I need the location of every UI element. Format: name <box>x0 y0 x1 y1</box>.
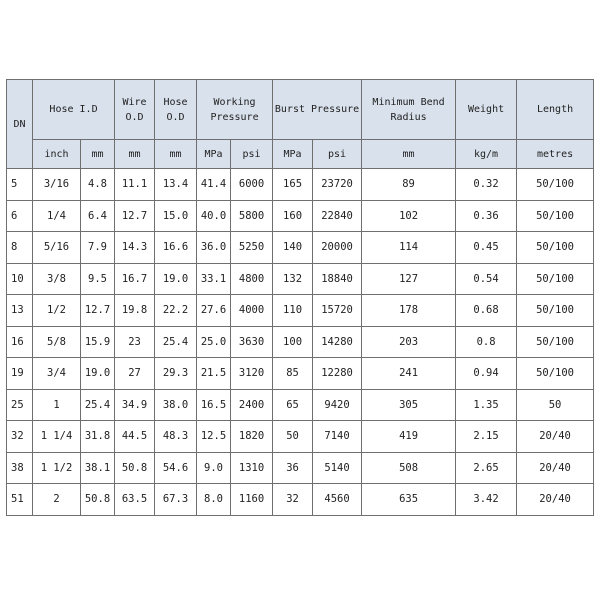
table-row <box>7 421 594 453</box>
cell-hose-id-inch: 1 <box>33 389 81 421</box>
cell-bp-psi: 15720 <box>313 295 362 327</box>
table-row <box>7 232 594 264</box>
cell-dn: 25 <box>7 389 33 421</box>
cell-weight: 0.54 <box>456 263 517 295</box>
cell-bp-psi: 22840 <box>313 200 362 232</box>
cell-bp-psi: 12280 <box>313 358 362 390</box>
cell-wp-mpa: 41.4 <box>197 169 231 201</box>
cell-bend-radius: 102 <box>362 200 456 232</box>
cell-dn: 5 <box>7 169 33 201</box>
cell-hose-id-mm: 19.0 <box>81 358 115 390</box>
table-row <box>7 263 594 295</box>
cell-wp-mpa: 40.0 <box>197 200 231 232</box>
table-row <box>7 358 594 390</box>
cell-wp-psi: 4800 <box>231 263 273 295</box>
unit-bp-mpa: MPa <box>273 140 313 169</box>
cell-bend-radius: 419 <box>362 421 456 453</box>
cell-wire-od: 19.8 <box>115 295 155 327</box>
cell-wp-mpa: 8.0 <box>197 484 231 516</box>
cell-hose-od: 29.3 <box>155 358 197 390</box>
cell-hose-id-mm: 12.7 <box>81 295 115 327</box>
cell-length: 50/100 <box>517 232 594 264</box>
cell-bp-mpa: 110 <box>273 295 313 327</box>
cell-dn: 8 <box>7 232 33 264</box>
table-body <box>7 169 594 516</box>
cell-hose-id-inch: 3/8 <box>33 263 81 295</box>
cell-dn: 19 <box>7 358 33 390</box>
cell-weight: 0.68 <box>456 295 517 327</box>
cell-bend-radius: 114 <box>362 232 456 264</box>
cell-length: 50/100 <box>517 326 594 358</box>
cell-bp-mpa: 100 <box>273 326 313 358</box>
cell-weight: 0.36 <box>456 200 517 232</box>
cell-bend-radius: 89 <box>362 169 456 201</box>
cell-hose-od: 22.2 <box>155 295 197 327</box>
header-hose-od: Hose O.D <box>155 80 197 140</box>
cell-weight: 3.42 <box>456 484 517 516</box>
cell-wire-od: 27 <box>115 358 155 390</box>
cell-hose-id-inch: 1/4 <box>33 200 81 232</box>
cell-hose-id-mm: 25.4 <box>81 389 115 421</box>
cell-bp-mpa: 132 <box>273 263 313 295</box>
header-burst-pressure: Burst Pressure <box>273 80 362 140</box>
table-row <box>7 295 594 327</box>
cell-bend-radius: 305 <box>362 389 456 421</box>
cell-hose-id-mm: 7.9 <box>81 232 115 264</box>
cell-weight: 0.8 <box>456 326 517 358</box>
cell-weight: 2.65 <box>456 452 517 484</box>
cell-wp-psi: 3630 <box>231 326 273 358</box>
cell-bp-psi: 18840 <box>313 263 362 295</box>
cell-wire-od: 14.3 <box>115 232 155 264</box>
cell-bp-psi: 23720 <box>313 169 362 201</box>
cell-wire-od: 34.9 <box>115 389 155 421</box>
cell-hose-od: 13.4 <box>155 169 197 201</box>
cell-wp-mpa: 9.0 <box>197 452 231 484</box>
unit-bp-psi: psi <box>313 140 362 169</box>
cell-weight: 2.15 <box>456 421 517 453</box>
cell-wire-od: 63.5 <box>115 484 155 516</box>
cell-wp-psi: 1820 <box>231 421 273 453</box>
cell-wp-psi: 1160 <box>231 484 273 516</box>
header-working-pressure: Working Pressure <box>197 80 273 140</box>
cell-length: 50/100 <box>517 358 594 390</box>
spec-table-container <box>6 79 593 516</box>
cell-bp-mpa: 85 <box>273 358 313 390</box>
cell-hose-od: 15.0 <box>155 200 197 232</box>
cell-wp-psi: 5800 <box>231 200 273 232</box>
cell-dn: 38 <box>7 452 33 484</box>
header-dn: DN <box>7 80 33 169</box>
cell-wp-psi: 4000 <box>231 295 273 327</box>
cell-hose-id-mm: 9.5 <box>81 263 115 295</box>
header-hose-id: Hose I.D <box>33 80 115 140</box>
cell-dn: 51 <box>7 484 33 516</box>
cell-hose-id-inch: 1 1/4 <box>33 421 81 453</box>
cell-wp-psi: 3120 <box>231 358 273 390</box>
cell-length: 50/100 <box>517 200 594 232</box>
cell-wire-od: 44.5 <box>115 421 155 453</box>
table-row <box>7 169 594 201</box>
cell-hose-id-inch: 3/4 <box>33 358 81 390</box>
cell-bp-mpa: 50 <box>273 421 313 453</box>
unit-weight: kg/m <box>456 140 517 169</box>
cell-wire-od: 50.8 <box>115 452 155 484</box>
cell-hose-od: 54.6 <box>155 452 197 484</box>
cell-wire-od: 16.7 <box>115 263 155 295</box>
cell-bp-mpa: 165 <box>273 169 313 201</box>
cell-bp-mpa: 65 <box>273 389 313 421</box>
cell-wp-mpa: 27.6 <box>197 295 231 327</box>
cell-length: 50 <box>517 389 594 421</box>
cell-wire-od: 23 <box>115 326 155 358</box>
cell-weight: 0.94 <box>456 358 517 390</box>
cell-weight: 0.32 <box>456 169 517 201</box>
unit-hose-id-mm: mm <box>81 140 115 169</box>
cell-length: 20/40 <box>517 452 594 484</box>
cell-hose-od: 67.3 <box>155 484 197 516</box>
cell-hose-od: 25.4 <box>155 326 197 358</box>
cell-length: 50/100 <box>517 263 594 295</box>
cell-bp-psi: 9420 <box>313 389 362 421</box>
hose-spec-table <box>6 79 594 516</box>
cell-wp-mpa: 36.0 <box>197 232 231 264</box>
header-length: Length <box>517 80 594 140</box>
table-row <box>7 452 594 484</box>
cell-wp-psi: 5250 <box>231 232 273 264</box>
unit-hose-id-inch: inch <box>33 140 81 169</box>
table-row <box>7 484 594 516</box>
cell-bp-mpa: 140 <box>273 232 313 264</box>
cell-hose-id-inch: 1/2 <box>33 295 81 327</box>
cell-hose-id-inch: 1 1/2 <box>33 452 81 484</box>
cell-hose-id-mm: 31.8 <box>81 421 115 453</box>
cell-bend-radius: 178 <box>362 295 456 327</box>
cell-bp-psi: 14280 <box>313 326 362 358</box>
cell-bp-mpa: 160 <box>273 200 313 232</box>
cell-hose-od: 48.3 <box>155 421 197 453</box>
header-wire-od: Wire O.D <box>115 80 155 140</box>
table-row <box>7 326 594 358</box>
unit-wp-mpa: MPa <box>197 140 231 169</box>
cell-hose-id-mm: 38.1 <box>81 452 115 484</box>
cell-bp-mpa: 36 <box>273 452 313 484</box>
unit-wire-od-mm: mm <box>115 140 155 169</box>
table-row <box>7 200 594 232</box>
cell-dn: 13 <box>7 295 33 327</box>
cell-bend-radius: 127 <box>362 263 456 295</box>
unit-wp-psi: psi <box>231 140 273 169</box>
cell-hose-od: 16.6 <box>155 232 197 264</box>
cell-bp-psi: 5140 <box>313 452 362 484</box>
cell-bp-psi: 7140 <box>313 421 362 453</box>
cell-bend-radius: 203 <box>362 326 456 358</box>
cell-bend-radius: 635 <box>362 484 456 516</box>
header-weight: Weight <box>456 80 517 140</box>
cell-wp-mpa: 16.5 <box>197 389 231 421</box>
cell-wp-psi: 1310 <box>231 452 273 484</box>
cell-bend-radius: 241 <box>362 358 456 390</box>
cell-weight: 0.45 <box>456 232 517 264</box>
cell-hose-id-mm: 15.9 <box>81 326 115 358</box>
cell-wp-mpa: 33.1 <box>197 263 231 295</box>
header-min-bend-radius: Minimum Bend Radius <box>362 80 456 140</box>
cell-dn: 6 <box>7 200 33 232</box>
cell-length: 50/100 <box>517 169 594 201</box>
unit-length: metres <box>517 140 594 169</box>
unit-hose-od-mm: mm <box>155 140 197 169</box>
cell-hose-id-inch: 2 <box>33 484 81 516</box>
cell-hose-id-mm: 6.4 <box>81 200 115 232</box>
unit-bend-mm: mm <box>362 140 456 169</box>
cell-length: 20/40 <box>517 484 594 516</box>
cell-wp-mpa: 25.0 <box>197 326 231 358</box>
cell-dn: 32 <box>7 421 33 453</box>
cell-bp-psi: 4560 <box>313 484 362 516</box>
cell-hose-id-inch: 5/16 <box>33 232 81 264</box>
cell-length: 20/40 <box>517 421 594 453</box>
cell-dn: 16 <box>7 326 33 358</box>
cell-dn: 10 <box>7 263 33 295</box>
cell-hose-id-inch: 5/8 <box>33 326 81 358</box>
cell-wp-mpa: 21.5 <box>197 358 231 390</box>
cell-hose-od: 38.0 <box>155 389 197 421</box>
cell-wire-od: 12.7 <box>115 200 155 232</box>
cell-hose-id-inch: 3/16 <box>33 169 81 201</box>
cell-weight: 1.35 <box>456 389 517 421</box>
cell-bp-psi: 20000 <box>313 232 362 264</box>
table-row <box>7 389 594 421</box>
cell-bend-radius: 508 <box>362 452 456 484</box>
cell-length: 50/100 <box>517 295 594 327</box>
cell-bp-mpa: 32 <box>273 484 313 516</box>
cell-wire-od: 11.1 <box>115 169 155 201</box>
cell-hose-id-mm: 50.8 <box>81 484 115 516</box>
cell-wp-psi: 2400 <box>231 389 273 421</box>
cell-wp-psi: 6000 <box>231 169 273 201</box>
cell-wp-mpa: 12.5 <box>197 421 231 453</box>
cell-hose-od: 19.0 <box>155 263 197 295</box>
cell-hose-id-mm: 4.8 <box>81 169 115 201</box>
